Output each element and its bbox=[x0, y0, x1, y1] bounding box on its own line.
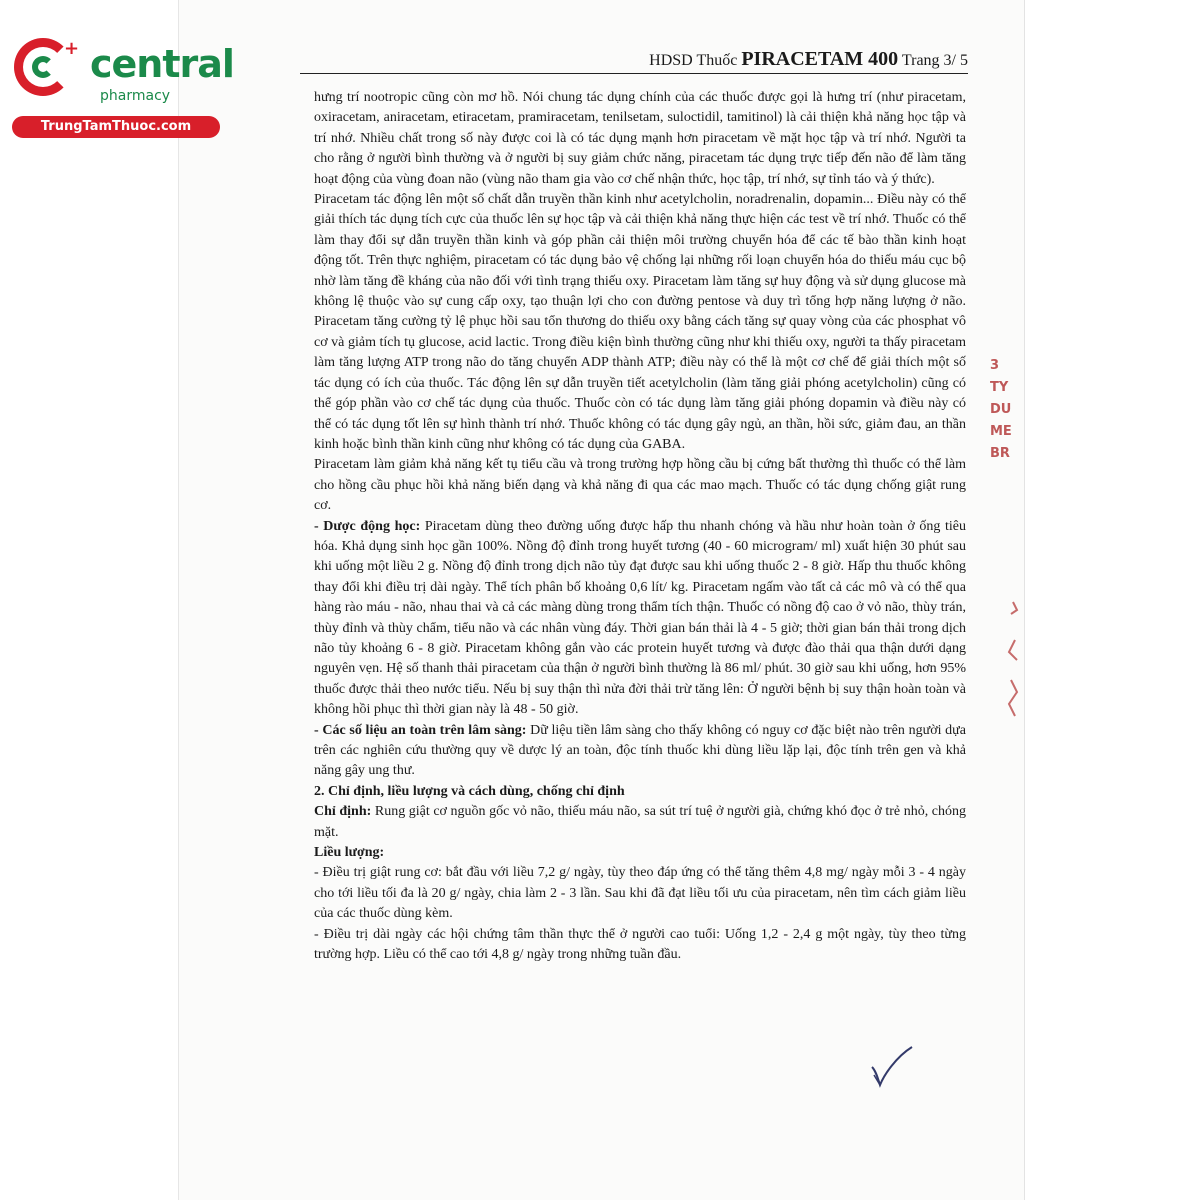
dosage-label-text: Liều lượng: bbox=[314, 845, 385, 861]
pharmacokinetics-label: - Dược động học: bbox=[314, 518, 421, 534]
page-header bbox=[300, 47, 968, 74]
logo-inner-ring-icon bbox=[32, 56, 54, 78]
paragraph-platelets: Piracetam làm giảm khả năng kết tụ tiểu cầu và trong trường hợp hồng cầu bị cứng bất thường thì thuốc có thể làm cho hồng cầu phục hồi khả năng biến dạng và khả năng đi qua các mao mạch. Thuốc có tác dụng chống giật rung cơ. bbox=[314, 457, 966, 514]
stamp-line-1: 3 bbox=[990, 358, 1000, 373]
header-drug-name: PIRACETAM 400 bbox=[741, 48, 899, 70]
logo-brand-text: central bbox=[90, 42, 234, 86]
red-stamp-fragment bbox=[990, 355, 1030, 495]
logo-plus-icon: + bbox=[64, 38, 80, 59]
header-page-number: Trang 3/ 5 bbox=[901, 52, 968, 69]
paragraph-nootropic: hưng trí nootropic cũng còn mơ hồ. Nói chung tác dụng chính của các thuốc được gọi là hưng trí (như piracetam, oxiracetam, aniracetam, etiracetam, pramiracetam, tenilsetam, suloctidil, tamitinol) là cải thiện khả năng học tập và trí nhớ. Nhiều chất trong số này được coi là có tác dụng mạnh hơn piracetam về mặt học tập và trí nhớ. Người ta cho rằng ở người bình thường và ở người bị suy giảm chức năng, piracetam tác dụng trực tiếp đến não để làm tăng hoạt động của vùng đoan não (vùng não tham gia vào cơ chế nhận thức, học tập, trí nhớ, sự tỉnh táo và ý thức). bbox=[314, 90, 966, 187]
stamp-line-3: DU bbox=[990, 402, 1012, 417]
paragraph-indications bbox=[314, 802, 966, 843]
stamp-line-5: BR bbox=[990, 446, 1010, 461]
document-body bbox=[314, 88, 966, 965]
indications-text: Rung giật cơ nguồn gốc vỏ não, thiếu máu não, sa sút trí tuệ ở người già, chứng khó đọc ở trẻ nhỏ, chóng mặt. bbox=[314, 804, 966, 840]
safety-label: - Các số liệu an toàn trên lâm sàng: bbox=[314, 722, 527, 738]
paragraph-dosage-2: - Điều trị dài ngày các hội chứng tâm thần thực thể ở người cao tuổi: Uống 1,2 - 2,4 g một ngày, tùy theo từng trường hợp. Liều có thể cao tới 4,8 g/ ngày trong những tuần đầu. bbox=[314, 926, 966, 963]
checkmark-signature-icon bbox=[868, 1045, 916, 1094]
red-signature-fragment bbox=[1003, 600, 1023, 720]
central-pharmacy-logo[interactable] bbox=[10, 38, 234, 138]
stamp-line-4: ME bbox=[990, 424, 1012, 439]
paragraph-safety bbox=[314, 721, 966, 782]
paragraph-dosage-1: - Điều trị giật rung cơ: bắt đầu với liều 7,2 g/ ngày, tùy theo đáp ứng có thể tăng thêm 4,8 mg/ ngày mỗi 3 - 4 ngày cho tới liều tối đa là 20 g/ ngày, chia làm 2 - 3 lần. Sau khi đã đạt liều tối ưu của piracetam, nên tìm cách giảm liều của các thuốc dùng kèm. bbox=[314, 865, 966, 922]
paragraph-pharmacokinetics bbox=[314, 517, 966, 721]
logo-sub-text: pharmacy bbox=[100, 88, 171, 104]
indications-label: Chỉ định: bbox=[314, 804, 372, 820]
paragraph-mechanism: Piracetam tác động lên một số chất dẫn truyền thần kinh như acetylcholin, noradrenalin, dopamin... Điều này có thể giải thích tác dụng tích cực của thuốc lên sự học tập và cải thiện khả năng thực hiện các test về trí nhớ. Thuốc có thể làm thay đổi sự dẫn truyền thần kinh và góp phần cải thiện môi trường chuyển hóa để các tế bào thần kinh hoạt động tốt. Trên thực nghiệm, piracetam có tác dụng bảo vệ chống lại những rối loạn chuyển hóa do thiếu máu cục bộ nhờ làm tăng đề kháng của não đối với tình trạng thiếu oxy. Piracetam làm tăng sự huy động và sử dụng glucose mà không lệ thuộc vào sự cung cấp oxy, tạo thuận lợi cho con đường pentose và duy trì tổng hợp năng lượng ở não. Piracetam tăng cường tỷ lệ phục hồi sau tổn thương do thiếu oxy bằng cách tăng sự quay vòng của các phosphat vô cơ và giảm tích tụ glucose, acid lactic. Trong điều kiện bình thường cũng như khi thiếu oxy, người ta thấy piracetam làm tăng lượng ATP trong não do tăng chuyển ADP thành ATP; điều này có thể là một cơ chế để giải thích một số tác dụng có ích của thuốc. Tác động lên sự dẫn truyền tiết acetylcholin (làm tăng giải phóng acetylcholin) cũng có thể góp phần vào cơ chế tác dụng của thuốc. Thuốc còn có tác dụng làm tăng giải phóng dopamin và điều này có thể có tác dụng tốt lên sự hình thành trí nhớ. Thuốc không có tác dụng gây ngủ, an thần, hồi sức, giảm đau, an thần kinh hoặc bình thần kinh cũng như không có tác dụng của GABA. bbox=[314, 192, 966, 452]
pharmacokinetics-text: Piracetam dùng theo đường uống được hấp thu nhanh chóng và hầu như hoàn toàn ở ống tiêu hóa. Khả dụng sinh học gần 100%. Nồng độ đỉnh trong huyết tương (40 - 60 microgram/ ml) xuất hiện 30 phút sau khi uống một liều 2 g. Nồng độ đỉnh trong dịch não tủy đạt được sau khi uống thuốc 2 - 8 giờ. Hấp thu thuốc không thay đổi khi điều trị dài ngày. Thể tích phân bố khoảng 0,6 lít/ kg. Piracetam ngấm vào tất cả các mô và có thể qua hàng rào máu - não, nhau thai và cả các màng dùng trong thẩm tích thận. Thuốc có nồng độ cao ở vỏ não, thùy trán, thùy đỉnh và thùy chẩm, tiểu não và các nhân vùng đáy. Thời gian bán thải là 4 - 5 giờ; thời gian bán thải trong dịch não tủy khoảng 6 - 8 giờ. Piracetam không gắn vào các protein huyết tương và được đào thải qua thận dưới dạng nguyên vẹn. Hệ số thanh thải piracetam của thận ở người bình thường là 86 ml/ phút. 30 giờ sau khi uống, hơn 95% thuốc được thải theo nước tiểu. Nếu bị suy thận thì nửa đời thải trừ tăng lên: Ở người bệnh bị suy thận hoàn toàn và không hồi phục thì thời gian này là 48 - 50 giờ. bbox=[314, 518, 966, 718]
dosage-label bbox=[314, 843, 966, 863]
logo-url-badge: TrungTamThuoc.com bbox=[12, 116, 220, 138]
stamp-line-2: TY bbox=[990, 380, 1009, 395]
header-prefix: HDSD Thuốc bbox=[649, 52, 738, 69]
safety-text: Dữ liệu tiền lâm sàng cho thấy không có nguy cơ đặc biệt nào trên người dựa trên các nghiên cứu thường quy về dược lý an toàn, độc tính thuốc khi dùng liều lặp lại, độc tính trên gen và khả năng gây ung thư. bbox=[314, 722, 966, 779]
section-heading-2: 2. Chỉ định, liều lượng và cách dùng, chống chỉ định bbox=[314, 783, 625, 799]
